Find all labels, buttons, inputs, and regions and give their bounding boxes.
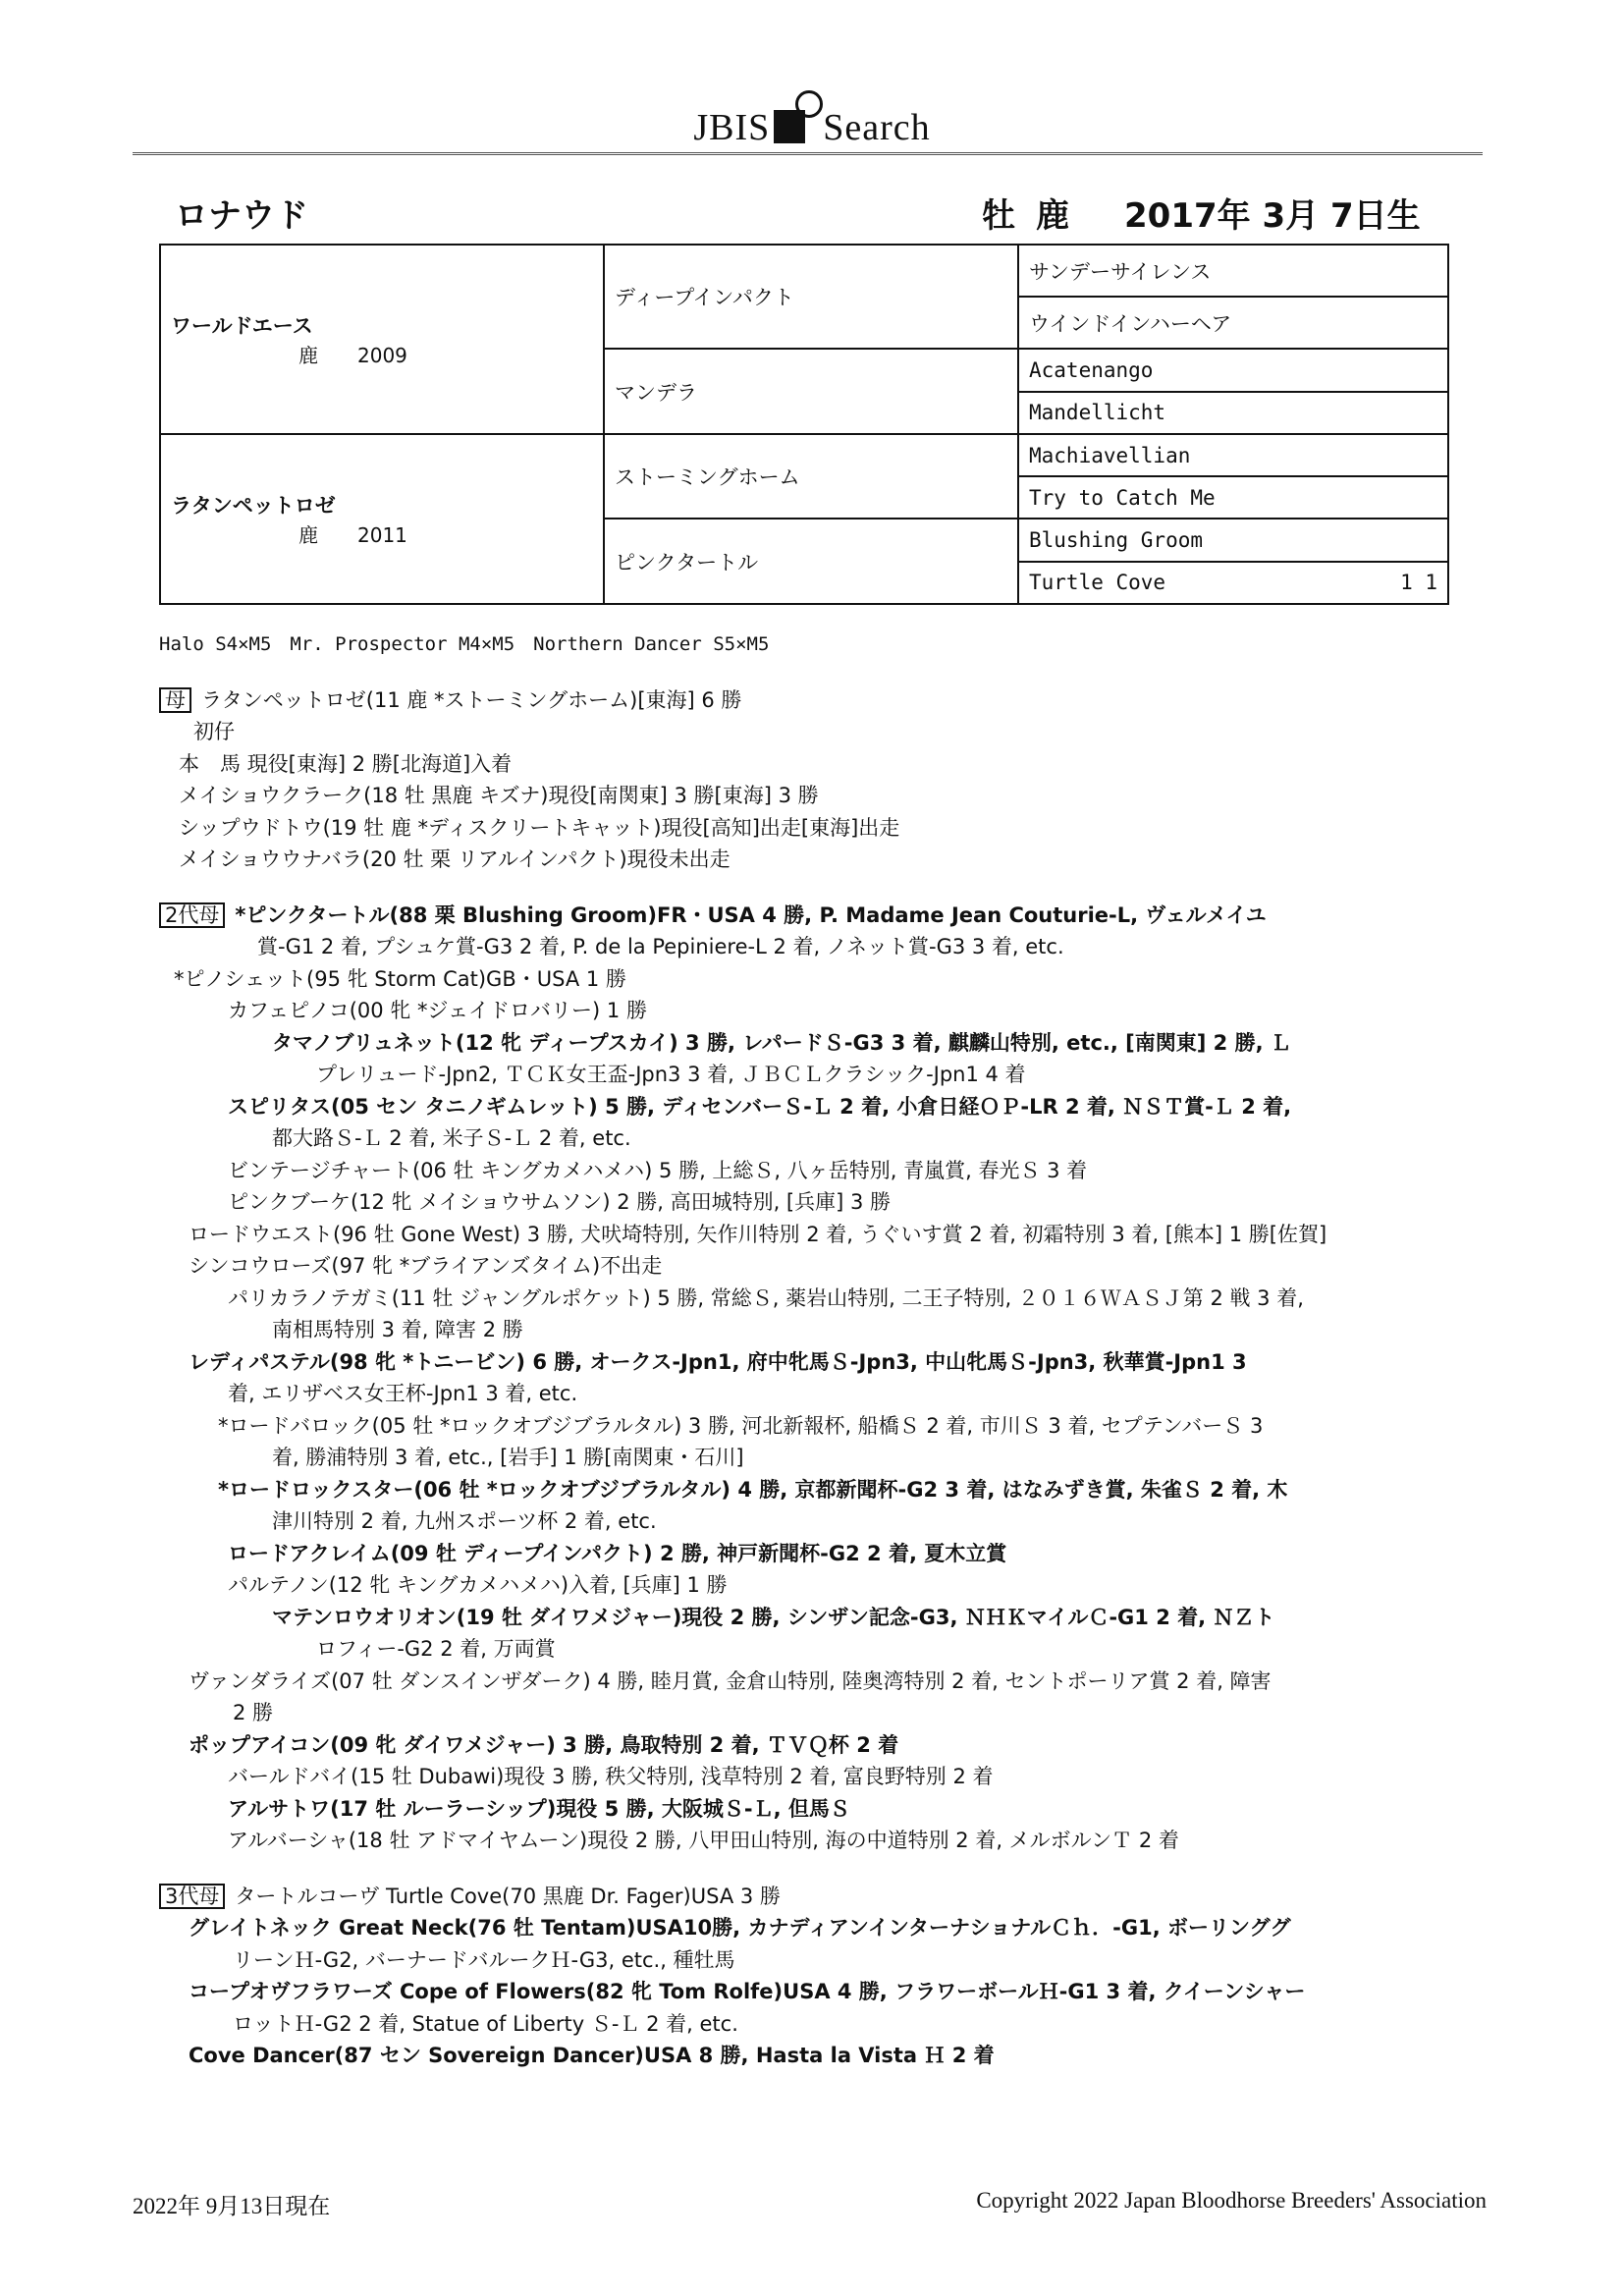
list-item: ピンクブーケ(12 牝 メイショウサムソン) 2 勝, 高田城特別, [兵庫] 3 勝 xyxy=(228,1190,892,1214)
footer-date: 2022年 9月13日現在 xyxy=(133,2194,331,2218)
sire-dam-cell: マンデラ xyxy=(604,349,1018,434)
gen3-1: サンデーサイレンス xyxy=(1018,245,1448,297)
list-item: プレリュード-Jpn2, ＴＣＫ女王盃-Jpn3 3 着, ＪＢＣＬクラシック-Jpn1 4 着 xyxy=(316,1063,1026,1086)
gen3-8: Turtle Cove 1 1 xyxy=(1018,562,1448,604)
horse-color: 鹿 xyxy=(1036,196,1069,236)
list-item: ヴァンダライズ(07 牡 ダンスインザダーク) 4 勝, 睦月賞, 金倉山特別, 陸奥湾特別 2 着, セントポーリア賞 2 着, 障害 xyxy=(189,1668,1272,1693)
list-item: ビンテージチャート(06 牡 キングカメハメハ) 5 勝, 上総Ｓ, 八ヶ岳特別, 青嵐賞, 春光Ｓ 3 着 xyxy=(228,1158,1088,1182)
list-item: Cove Dancer(87 セン Sovereign Dancer)USA 8 勝, Hasta la Vista Ｈ 2 着 xyxy=(189,2044,995,2067)
magnifier-icon xyxy=(795,90,823,118)
jbis-logo: JBIS Search xyxy=(0,90,1624,149)
gen3-7: Blushing Groom xyxy=(1018,519,1448,561)
list-item: *ロードバロック(05 牡 *ロックオブジブラルタル) 3 勝, 河北新報杯, 船橋Ｓ 2 着, 市川Ｓ 3 着, セプテンバーＳ 3 xyxy=(218,1413,1264,1438)
list-item: メイショウウナバラ(20 牡 栗 リアルインパクト)現役未出走 xyxy=(179,847,731,871)
list-item: 津川特別 2 着, 九州スポーツ杯 2 着, etc. xyxy=(272,1509,657,1533)
list-item: マテンロウオリオン(19 牡 ダイワメジャー)現役 2 勝, シンザン記念-G3, ＮＨＫマイルＣ-G1 2 着, ＮＺト xyxy=(272,1605,1275,1629)
horse-name: ロナウド xyxy=(175,196,308,236)
gen3-4: Mandellicht xyxy=(1018,392,1448,434)
horse-sex: 牡 xyxy=(982,196,1015,236)
list-item: メイショウクラーク(18 牡 黒鹿 キズナ)現役[南関東] 3 勝[東海] 3 勝 xyxy=(179,784,819,807)
section-tag-third-dam: 3代母 xyxy=(159,1884,225,1909)
list-item: 賞-G1 2 着, プシュケ賞-G3 2 着, P. de la Pepiniere-L 2 着, ノネット賞-G3 3 着, etc. xyxy=(257,935,1064,958)
sire-cell: ワールドエース 鹿 2009 xyxy=(160,245,604,434)
list-item: *ロードロックスター(06 牡 *ロックオブジブラルタル) 4 勝, 京都新聞杯-G2 3 着, はなみずき賞, 朱雀Ｓ 2 着, 木 xyxy=(218,1477,1288,1502)
list-item: 都大路Ｓ-Ｌ 2 着, 米子Ｓ-Ｌ 2 着, etc. xyxy=(272,1126,631,1150)
list-item: 初仔 xyxy=(193,720,235,743)
list-item: 着, エリザベス女王杯-Jpn1 3 着, etc. xyxy=(228,1382,578,1405)
list-item: ロフィー-G2 2 着, 万両賞 xyxy=(316,1637,556,1661)
list-item: カフェピノコ(00 牝 *ジェイドロバリー) 1 勝 xyxy=(228,999,647,1022)
list-item: 2 勝 xyxy=(233,1701,274,1724)
gen3-5: Machiavellian xyxy=(1018,434,1448,476)
list-item: 本 馬 現役[東海] 2 勝[北海道]入着 xyxy=(179,751,513,776)
list-item: ロードアクレイム(09 牡 ディープインパクト) 2 勝, 神戸新聞杯-G2 2 着, 夏木立賞 xyxy=(228,1541,1007,1565)
inbreeding: Halo S4×M5 Mr. Prospector M4×M5 Northern Dancer S5×M5 xyxy=(159,633,770,655)
dam-sire-cell: ストーミングホーム xyxy=(604,434,1018,519)
family-number: 1 1 xyxy=(1400,571,1437,595)
list-item: シンコウローズ(97 牝 *ブライアンズタイム)不出走 xyxy=(189,1254,663,1278)
list-item: コープオヴフラワーズ Cope of Flowers(82 牝 Tom Rolfe)USA 4 勝, フラワーボールＨ-G1 3 着, クイーンシャー xyxy=(189,1980,1306,2003)
dam-cell: ラタンペットロゼ 鹿 2011 xyxy=(160,434,604,604)
list-item: タマノブリュネット(12 牝 ディープスカイ) 3 勝, レパードＳ-G3 3 着, 麒麟山特別, etc., [南関東] 2 勝, Ｌ xyxy=(272,1030,1291,1055)
footer-copyright: Copyright 2022 Japan Bloodhorse Breeders' Association xyxy=(976,2188,1487,2213)
list-item: バールドバイ(15 牡 Dubawi)現役 3 勝, 秩父特別, 浅草特別 2 着, 富良野特別 2 着 xyxy=(228,1765,994,1788)
gen3-3: Acatenango xyxy=(1018,349,1448,391)
gen3-6: Try to Catch Me xyxy=(1018,476,1448,519)
list-item: スピリタス(05 セン タニノギムレット) 5 勝, ディセンバーＳ-Ｌ 2 着, 小倉日経ＯＰ-LR 2 着, ＮＳＴ賞-Ｌ 2 着, xyxy=(228,1094,1292,1119)
list-item: 2代母 *ピンクタートル(88 栗 Blushing Groom)FR・USA 4 勝, P. Madame Jean Couturie-L, ヴェルメイユ xyxy=(159,900,1435,932)
list-item: ロードウエスト(96 牡 Gone West) 3 勝, 犬吠埼特別, 矢作川特別 2 着, うぐいす賞 2 着, 初霜特別 3 着, [熊本] 1 勝[佐賀] xyxy=(189,1222,1327,1246)
list-item: グレイトネック Great Neck(76 牡 Tentam)USA10勝, カナディアンインターナショナルＣｈ．-G1, ボーリンググ xyxy=(189,1916,1291,1940)
pedigree-table xyxy=(159,244,1449,605)
list-item: リーンＨ-G2, バーナードバルークＨ-G3, etc., 種牡馬 xyxy=(233,1947,735,1972)
list-item: アルサトワ(17 牡 ルーラーシップ)現役 5 勝, 大阪城Ｓ-Ｌ, 但馬Ｓ xyxy=(228,1796,850,1821)
family-record xyxy=(159,629,1435,2072)
list-item: シップウドトウ(19 牡 鹿 *ディスクリートキャット)現役[高知]出走[東海]出走 xyxy=(179,815,900,840)
sire-sire-cell: ディープインパクト xyxy=(604,245,1018,349)
horse-birthdate: 2017年 3月 7日生 xyxy=(1124,196,1421,236)
list-item: 着, 勝浦特別 3 着, etc., [岩手] 1 勝[南関東・石川] xyxy=(272,1446,744,1469)
list-item: *ピノシェット(95 牝 Storm Cat)GB・USA 1 勝 xyxy=(174,966,626,991)
list-item: ポップアイコン(09 牝 ダイワメジャー) 3 勝, 鳥取特別 2 着, ＴＶＱ杯 2 着 xyxy=(189,1732,899,1757)
list-item: パリカラノテガミ(11 牡 ジャングルポケット) 5 勝, 常総Ｓ, 薬岩山特別, 二王子特別, ２０１６ＷＡＳＪ第 2 戦 3 着, xyxy=(228,1285,1304,1310)
list-item: ロットＨ-G2 2 着, Statue of Liberty Ｓ-Ｌ 2 着, etc. xyxy=(233,2011,738,2036)
section-tag-second-dam: 2代母 xyxy=(159,902,225,928)
list-item: アルバーシャ(18 牡 アドマイヤムーン)現役 2 勝, 八甲田山特別, 海の中道特別 2 着, メルボルンＴ 2 着 xyxy=(228,1829,1179,1852)
dam-dam-cell: ピンクタートル xyxy=(604,519,1018,604)
list-item: レディパステル(98 牝 *トニービン) 6 勝, オークス-Jpn1, 府中牝馬Ｓ-Jpn3, 中山牝馬Ｓ-Jpn3, 秋華賞-Jpn1 3 xyxy=(189,1349,1247,1374)
list-item: パルテノン(12 牝 キングカメハメハ)入着, [兵庫] 1 勝 xyxy=(228,1573,728,1597)
header-rule xyxy=(133,152,1483,155)
list-item: 3代母 タートルコーヴ Turtle Cove(70 黒鹿 Dr. Fager)USA 3 勝 xyxy=(159,1881,1435,1913)
section-tag-dam: 母 xyxy=(159,687,191,713)
list-item: 母 ラタンペットロゼ(11 鹿 *ストーミングホーム)[東海] 6 勝 xyxy=(159,684,1435,717)
list-item: 南相馬特別 3 着, 障害 2 勝 xyxy=(272,1318,523,1341)
gen3-2: ウインドインハーヘア xyxy=(1018,297,1448,349)
